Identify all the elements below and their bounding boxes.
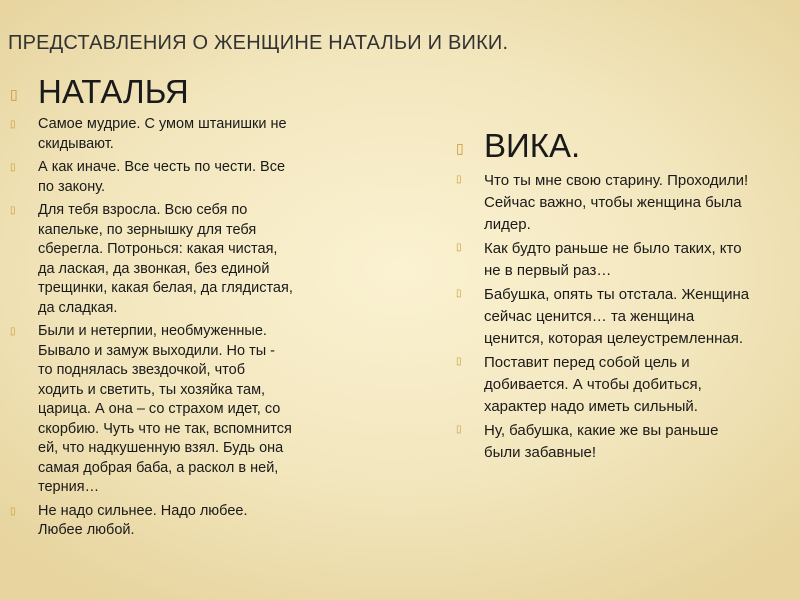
natalya-quotes xyxy=(10,115,350,541)
box-bullet-icon: ▯ xyxy=(10,162,16,173)
list-item xyxy=(10,201,350,318)
list-item xyxy=(10,158,350,197)
quote-text: Бабушка, опять ты отстала. Женщина сейчас ценится… та женщина ценится, которая целеустремленная. xyxy=(484,286,750,347)
box-bullet-icon: ▯ xyxy=(10,86,18,102)
quote-text: Ну, бабушка, какие же вы раньше были забавные! xyxy=(484,422,719,461)
box-bullet-icon: ▯ xyxy=(456,288,462,299)
box-bullet-icon: ▯ xyxy=(456,356,462,367)
quote-text: Для тебя взросла. Всю себя по капельке, по зернышку для тебя сберегла. Потронься: какая чистая, да лаская, да звонкая, без единой трещинки, какая белая, да глядистая, да сладкая. xyxy=(38,202,293,316)
list-item xyxy=(456,238,796,282)
natalya-column xyxy=(10,74,350,545)
list-item xyxy=(456,170,796,236)
box-bullet-icon: ▯ xyxy=(10,205,16,216)
quote-text: Были и нетерпии, необмуженные. Бывало и замуж выходили. Но ты - то поднялась звездочкой, чтоб ходить и светить, ты хозяйка там, царица. А она – со страхом идет, со скорбию. Чуть что не так, вспомнится ей, что надкушенную взял. Будь она самая добрая баба, а раскол в ней, терния… xyxy=(38,323,292,495)
box-bullet-icon: ▯ xyxy=(10,119,16,130)
natalya-heading-text: НАТАЛЬЯ xyxy=(38,73,189,110)
vika-heading-text: ВИКА. xyxy=(484,127,581,164)
box-bullet-icon: ▯ xyxy=(456,242,462,253)
box-bullet-icon: ▯ xyxy=(456,174,462,185)
natalya-heading xyxy=(10,74,350,110)
vika-quotes xyxy=(456,170,796,464)
list-item xyxy=(456,284,796,350)
vika-heading xyxy=(456,128,796,164)
list-item xyxy=(10,322,350,498)
box-bullet-icon: ▯ xyxy=(10,505,16,517)
list-item xyxy=(10,115,350,154)
list-item xyxy=(10,502,350,541)
quote-text: Что ты мне свою старину. Проходили! Сейчас важно, чтобы женщина была лидер. xyxy=(484,172,749,233)
box-bullet-icon: ▯ xyxy=(456,424,462,435)
list-item xyxy=(456,352,796,418)
slide-title: ПРЕДСТАВЛЕНИЯ О ЖЕНЩИНЕ НАТАЛЬИ И ВИКИ. xyxy=(8,32,509,54)
box-bullet-icon: ▯ xyxy=(456,140,464,156)
quote-text: Как будто раньше не было таких, кто не в первый раз… xyxy=(484,240,742,279)
quote-text: А как иначе. Все честь по чести. Все по закону. xyxy=(38,159,286,195)
vika-column xyxy=(456,128,796,466)
quote-text: Поставит перед собой цель и добивается. А чтобы добиться, характер надо иметь сильный. xyxy=(484,354,702,415)
list-item xyxy=(456,420,796,464)
quote-text: Самое мудрие. С умом штанишки не скидывают. xyxy=(38,116,287,152)
box-bullet-icon: ▯ xyxy=(10,326,16,337)
quote-text: Не надо сильнее. Надо любее. Любее любой. xyxy=(38,502,248,538)
